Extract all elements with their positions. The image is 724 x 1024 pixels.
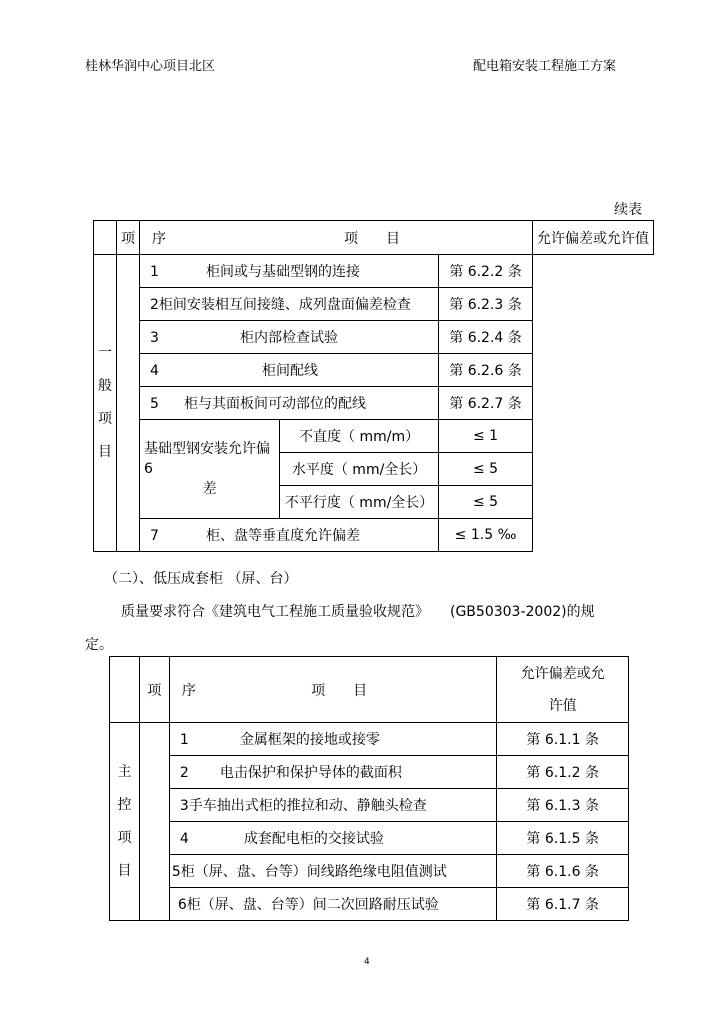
table2-head-value: 允许偏差或允 许值 <box>497 657 629 723</box>
table2-name: 柜（屏、盘、台等）间线路绝缘电阻值测试 <box>180 864 447 880</box>
table-row <box>94 354 654 387</box>
table1-seq: 2 <box>150 297 159 313</box>
table1-name: 柜间配线 <box>262 363 318 379</box>
table1-head-name <box>140 221 533 255</box>
table1-seq: 3 <box>150 330 159 346</box>
table1-name: 柜间或与基础型钢的连接 <box>206 264 360 280</box>
table2-seq: 4 <box>179 831 189 847</box>
table2-name: 手车抽出式柜的推拉和动、静触头检查 <box>188 798 427 814</box>
table2-head-name <box>169 657 497 723</box>
table2-seq: 5 <box>171 864 181 880</box>
table-row <box>94 519 654 552</box>
table1-blank-col <box>117 255 140 552</box>
table2-seq: 3 <box>179 798 189 814</box>
continued-label: 续表 <box>614 202 642 218</box>
table2-value: 第 6.1.3 条 <box>497 789 629 822</box>
table1-seq: 5 <box>150 396 159 412</box>
table1-value: ≤ 1 <box>439 420 533 453</box>
section-title: （二）、低压成套柜 （屏、台） <box>104 571 298 587</box>
table-2 <box>109 656 629 921</box>
table2-name: 电击保护和保护导体的截面积 <box>219 765 402 781</box>
table-row <box>110 855 629 888</box>
table1-name: 柜与其面板间可动部位的配线 <box>184 396 366 412</box>
table2-name: 成套配电柜的交接试验 <box>243 831 384 847</box>
table1-row6-name <box>140 420 280 519</box>
paragraph-line1: 质量要求符合《建筑电气工程施工质量验收规范》 (GB50303-2002)的规 <box>121 604 595 620</box>
table1-value: 第 6.2.7 条 <box>439 387 533 420</box>
table1-name: 柜内部检查试验 <box>240 330 338 346</box>
table1-seq: 7 <box>150 528 159 544</box>
table1-sub-name: 不直度（ mm/m） <box>280 420 439 453</box>
table1-value: ≤ 5 <box>439 453 533 486</box>
table-row <box>110 822 629 855</box>
paragraph-line2: 定。 <box>85 637 113 653</box>
table1-seq: 1 <box>150 264 159 280</box>
table1-name: 柜、盘等垂直度允许偏差 <box>206 528 360 544</box>
table2-value: 第 6.1.1 条 <box>497 723 629 756</box>
table2-value: 第 6.1.5 条 <box>497 822 629 855</box>
table1-name: 柜间安装相互间接缝、成列盘面偏差检查 <box>158 297 411 313</box>
table1-sub-name: 不平行度（ mm/全长） <box>280 486 439 519</box>
table1-row6-name-line2: 差 <box>202 481 217 497</box>
table2-value: 第 6.1.7 条 <box>497 888 629 921</box>
table-1 <box>93 220 654 552</box>
table-row <box>110 723 629 756</box>
table1-head-value: 允许偏差或允许值 <box>533 221 654 255</box>
table1-seq: 4 <box>150 363 159 379</box>
table2-name: 柜（屏、盘、台等）间二次回路耐压试验 <box>186 897 439 913</box>
table2-head-item: 项 <box>139 657 169 723</box>
table1-value: 第 6.2.6 条 <box>439 354 533 387</box>
table2-seq: 6 <box>177 897 187 913</box>
table2-value: 第 6.1.2 条 <box>497 756 629 789</box>
table1-head-item: 项 <box>117 221 140 255</box>
table1-seq: 6 <box>144 461 153 477</box>
table1-corner <box>94 221 117 255</box>
table-row <box>94 420 654 453</box>
table-row <box>94 387 654 420</box>
table1-value: 第 6.2.4 条 <box>439 321 533 354</box>
table2-seq: 2 <box>179 765 189 781</box>
page-number: 4 <box>364 957 370 967</box>
table2-corner <box>110 657 140 723</box>
header-right: 配电箱安装工程施工方案 <box>473 59 617 74</box>
table1-head-seq: 序 <box>152 230 166 247</box>
table2-name: 金属框架的接地或接零 <box>239 732 380 748</box>
table-row <box>94 321 654 354</box>
table1-group-label: 一 般 项 目 <box>94 255 117 552</box>
table2-value: 第 6.1.6 条 <box>497 855 629 888</box>
table1-sub-name: 水平度（ mm/全长） <box>280 453 439 486</box>
table2-head-title: 项 目 <box>311 682 368 699</box>
table1-value: ≤ 1.5 ‰ <box>439 519 533 552</box>
table-row <box>94 255 654 288</box>
table1-head-title: 项 目 <box>344 230 400 247</box>
table-row <box>110 888 629 921</box>
table2-head-seq: 序 <box>181 682 196 699</box>
header-left: 桂林华润中心项目北区 <box>85 59 216 74</box>
table-row <box>110 789 629 822</box>
table2-seq: 1 <box>179 732 189 748</box>
table2-group-label: 主 控 项 目 <box>110 723 140 921</box>
table1-value: 第 6.2.3 条 <box>439 288 533 321</box>
table1-row6-name-line1: 基础型钢安装允许偏 <box>144 441 270 457</box>
table1-value: ≤ 5 <box>439 486 533 519</box>
table-row <box>110 756 629 789</box>
table1-value: 第 6.2.2 条 <box>439 255 533 288</box>
table-row <box>94 288 654 321</box>
table2-blank-col <box>139 723 169 921</box>
